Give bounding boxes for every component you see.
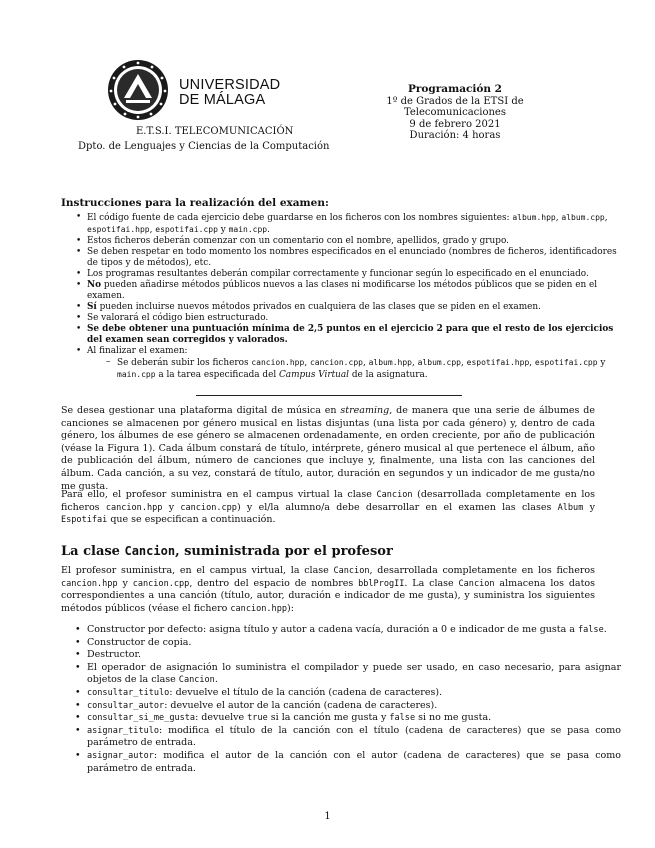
method-item: • consultar_si_me_gusta: devuelve true si la canción me gusta y false si no me gusta. [87,712,621,725]
course-degree-line2: Telecomunicaciones [404,107,506,118]
exam-duration: Duración: 4 horas [409,130,501,141]
section-divider [196,395,462,396]
course-info [375,84,535,142]
instruction-item: • Los programas resultantes deberán compilar correctamente y funcionar según lo especificado en el enunciado. [87,269,627,280]
university-name [179,78,280,108]
instruction-item: • Se deben respetar en todo momento los nombres especificados en el enunciado (nombres de ficheros, identificadores de tipos y de métodos), etc. [87,247,627,269]
method-item: • Constructor por defecto: asigna título y autor a cadena vacía, duración a 0 e indicador de me gusta a false. [87,624,621,637]
school-name: E.T.S.I. TELECOMUNICACIÓN [136,126,294,137]
university-seal-icon [106,58,170,122]
department-name: Dpto. de Lenguajes y Ciencias de la Computación [78,141,330,152]
instruction-item: • Se debe obtener una puntuación mínima de 2,5 puntos en el ejercicio 2 para que el resto de los ejercicios del examen sean corregidos y valorados. [87,324,627,346]
section-heading: La clase Cancion, suministrada por el profesor [61,544,393,559]
instruction-item: • Sí pueden incluirse nuevos métodos privados en cualquiera de las clases que se piden en el examen. [87,302,627,313]
course-title: Programación 2 [407,83,502,95]
method-item: • asignar_titulo: modifica el título de la canción con el título (cadena de caracteres) que se pasa como parámetro de entrada. [87,725,621,750]
instruction-subitem: – Se deberán subir los ficheros cancion.hpp, cancion.cpp, album.hpp, album.cpp, espotifai.hpp, espotifai.cpp y main.cpp a la tarea especificada del Campus Virtual de la asignatura. [117,357,627,381]
method-item: • Destructor. [87,649,621,662]
instructions-title: Instrucciones para la realización del examen: [61,197,329,209]
method-item: • consultar_autor: devuelve el autor de la canción (cadena de caracteres). [87,700,621,713]
instructions-list [61,212,627,381]
instruction-item: • Estos ficheros deberán comenzar con un comentario con el nombre, apellidos, grado y grupo. [87,236,627,247]
intro-paragraph: Se desea gestionar una plataforma digital de música en streaming, de manera que una serie de álbumes de canciones se almacenen por género musical en listas disjuntas (una lista por cada género) y, dentro de cada género, los álbumes de ese género se almacenen ordenadamente, en orden creciente, por año de publicación (véase la Figura 1). Cada álbum constará de título, intérprete, género musical al que pertenece el álbum, año de publicación del álbum, número de canciones que incluye y, finalmente, una lista con las canciones del álbum. Cada canción, a su vez, constará de título, autor, duración en segundos y un indicador de me gusta/no me gusta. [61,405,595,492]
method-item: • asignar_autor: modifica el autor de la canción con el autor (cadena de caracteres) que se pasa como parámetro de entrada. [87,750,621,775]
instruction-item: • El código fuente de cada ejercicio debe guardarse en los ficheros con los nombres siguientes: album.hpp, album.cpp, espotifai.hpp, espotifai.cpp y main.cpp. [87,212,627,236]
course-degree-line1: 1º de Grados de la ETSI de [386,95,524,107]
instruction-item: • Al finalizar el examen: – Se deberán subir los ficheros cancion.hpp, cancion.cpp, album.hpp, album.cpp, espotifai.hpp, espotifai.cpp y main.cpp a la tarea especificada del Campus Virtual de la asignatura. [87,346,627,381]
section-paragraph: El profesor suministra, en el campus virtual, la clase Cancion, desarrollada completamente en los ficheros cancion.hpp y cancion.cpp, dentro del espacio de nombres bblProgII. La clase Cancion almacena los datos correspondientes a una canción (título, autor, duración e indicador de me gusta), y suministra los siguientes métodos públicos (véase el fichero cancion.hpp): [61,565,596,614]
instruction-item: • Se valorará el código bien estructurado. [87,313,627,324]
page-number: 1 [324,811,331,822]
method-item: • El operador de asignación lo suministra el compilador y puede ser usado, en caso necesario, para asignar objetos de la clase Cancion. [87,662,621,687]
method-item: • Constructor de copia. [87,637,621,650]
exam-date: 9 de febrero 2021 [409,118,501,130]
instruction-item: • No pueden añadirse métodos públicos nuevos a las clases ni modificarse los métodos públicos que se piden en el examen. [87,280,627,302]
method-item: • consultar_titulo: devuelve el título de la canción (cadena de caracteres). [87,687,621,700]
methods-list [61,624,621,775]
university-name-line1: UNIVERSIDAD [179,77,281,93]
university-name-line2: DE MÁLAGA [179,92,266,108]
intro-paragraph-2: Para ello, el profesor suministra en el campus virtual la clase Cancion (desarrollada completamente en los ficheros cancion.hpp y cancion.cpp) y el/la alumno/a debe desarrollar en el examen las clases Album y Espotifai que se especifican a continuación. [61,489,595,526]
